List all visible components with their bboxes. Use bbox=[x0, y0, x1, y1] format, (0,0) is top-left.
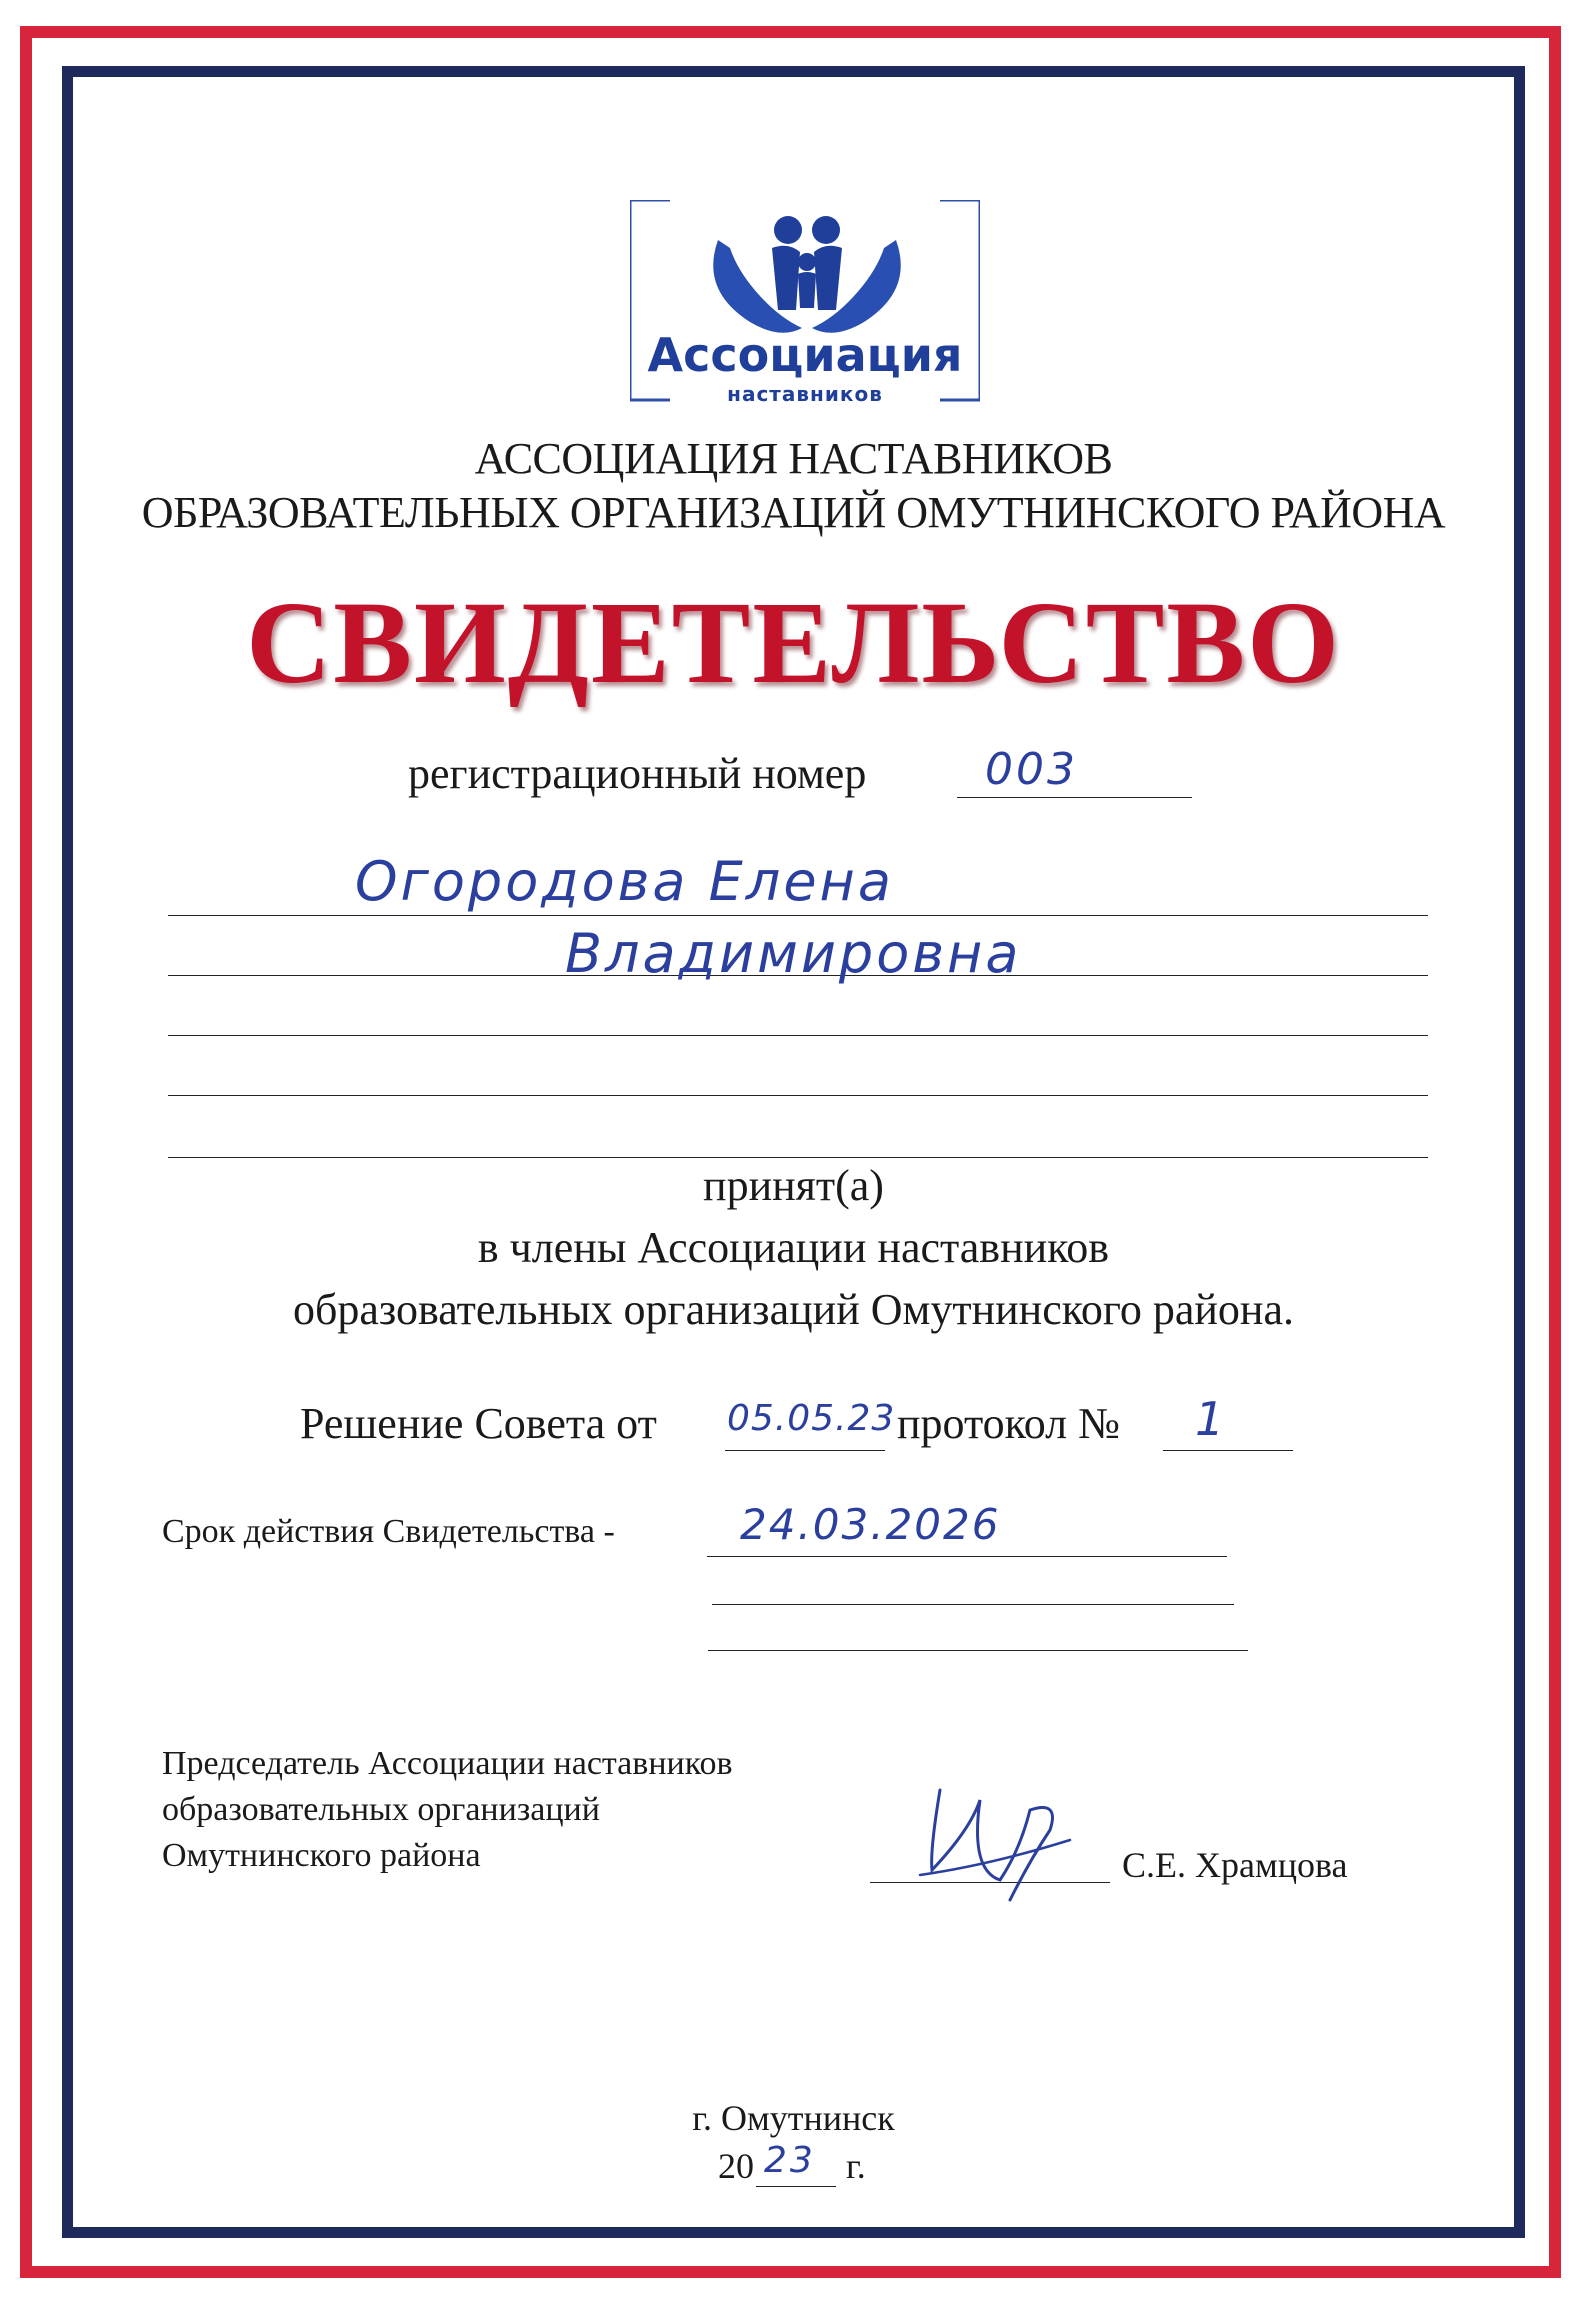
association-logo bbox=[630, 200, 980, 410]
body-line3: образовательных организаций Омутнинского района. bbox=[293, 1285, 1294, 1334]
body-line2: в члены Ассоциации наставников bbox=[477, 1223, 1110, 1272]
recipient-name-line1: Огородова Елена bbox=[355, 850, 894, 913]
footer-year-underline bbox=[756, 2186, 836, 2187]
recipient-name-line2: Владимировна bbox=[565, 922, 1022, 985]
footer-year-suffix: 23 bbox=[764, 2140, 816, 2181]
recipient-line-3 bbox=[168, 1035, 1428, 1036]
body-line1: принят(а) bbox=[703, 1161, 884, 1210]
registration-underline bbox=[957, 797, 1192, 798]
org-title-line1: АССОЦИАЦИЯ НАСТАВНИКОВ bbox=[474, 434, 1113, 483]
chairman-line2: образовательных организаций bbox=[162, 1791, 600, 1828]
recipient-line-4 bbox=[168, 1095, 1428, 1096]
footer-city: г. Омутнинск bbox=[692, 2098, 895, 2138]
decision-date-underline bbox=[725, 1450, 885, 1451]
validity-line-2 bbox=[712, 1604, 1234, 1605]
chairman-line1: Председатель Ассоциации наставников bbox=[162, 1745, 733, 1782]
registration-number: 003 bbox=[985, 744, 1078, 795]
protocol-number: 1 bbox=[1195, 1392, 1228, 1446]
validity-line-1 bbox=[707, 1556, 1227, 1557]
signature-icon bbox=[910, 1770, 1090, 1910]
validity-label: Срок действия Свидетельства - bbox=[162, 1513, 615, 1550]
footer-year-prefix: 20 bbox=[718, 2146, 754, 2186]
decision-date: 05.05.23 bbox=[727, 1398, 896, 1439]
decision-label: Решение Совета от bbox=[300, 1399, 657, 1448]
certificate-title: СВИДЕТЕЛЬСТВО bbox=[246, 577, 1341, 708]
validity-date: 24.03.2026 bbox=[740, 1500, 1001, 1549]
footer-year-unit: г. bbox=[846, 2146, 866, 2186]
validity-line-3 bbox=[708, 1650, 1248, 1651]
logo-name-line2: наставников bbox=[727, 382, 883, 406]
org-title-line2: ОБРАЗОВАТЕЛЬНЫХ ОРГАНИЗАЦИЙ ОМУТНИНСКОГО РАЙОНА bbox=[141, 488, 1446, 537]
protocol-label: протокол № bbox=[897, 1399, 1121, 1448]
recipient-line-1 bbox=[168, 915, 1428, 916]
protocol-underline bbox=[1163, 1450, 1293, 1451]
chairman-line3: Омутнинского района bbox=[162, 1837, 481, 1874]
recipient-line-5 bbox=[168, 1157, 1428, 1158]
logo-name-line1: Ассоциация bbox=[647, 328, 963, 382]
registration-label: регистрационный номер bbox=[408, 749, 867, 798]
chairman-name: С.Е. Храмцова bbox=[1122, 1845, 1348, 1885]
